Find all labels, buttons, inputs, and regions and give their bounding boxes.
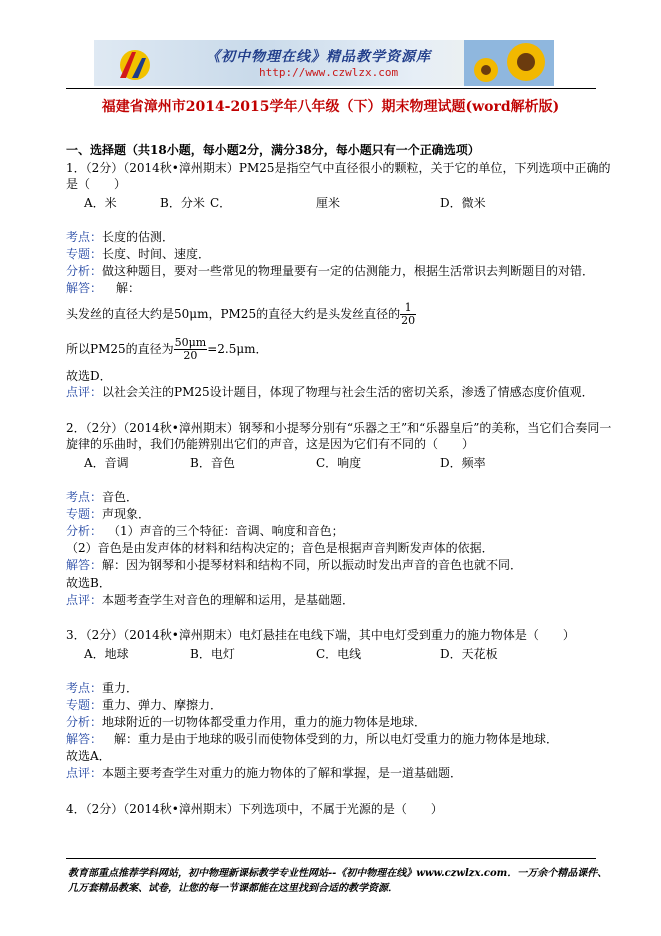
q1-option-b: B．分米 [160,196,205,210]
q1-dianping: 点评：以社会关注的PM25设计题目，体现了物理与社会生活的密切关系，渗透了情感态度价值观． [66,385,594,399]
q1-solution-line2: 所以PM25的直径为 $\frac{50\mu m}{20}$ =2.5μm． [66,336,268,362]
q1-option-a: A．米 [84,196,117,210]
q3-kaodian: 考点：重力． [66,681,139,695]
q2-answer: 故选B． [66,576,111,590]
q1-kaodian: 考点：长度的估测． [66,230,175,244]
q2-option-c: C．响度 [316,456,362,470]
q3-zhuanti: 专题：重力、弹力、摩擦力． [66,698,223,712]
q1-stem-line2: 是（ ） [66,177,127,191]
q2-fenxi-line2: （2）音色是由发声体的材料和结构决定的；音色是根据声音判断发声体的依据． [66,541,494,555]
q1-fenxi: 分析：做这种题目，要对一些常见的物理量要有一定的估测能力，根据生活常识去判断题目的对错． [66,264,595,278]
q4-stem-line1: 4．（2分）（2014秋•漳州期末）下列选项中，不属于光源的是（ ） [66,802,443,816]
q3-option-b: B．电灯 [190,647,235,661]
footer-line1: 教育部重点推荐学科网站，初中物理新课标教学专业性网站--《初中物理在线》www.czwlzx.com．一万余个精品课件、 [68,868,608,879]
q3-fenxi: 分析：地球附近的一切物体都受重力作用，重力的施力物体是地球． [66,715,427,729]
footer-line2: 几万套精品教案、试卷，让您的每一节课都能在这里找到合适的教学资源． [68,883,398,894]
q3-option-d: D．天花板 [440,647,498,661]
q2-zhuanti: 专题：声现象． [66,507,151,521]
q2-dianping: 点评：本题考查学生对音色的理解和运用，是基础题． [66,593,355,607]
q3-option-c: C．电线 [316,647,362,661]
footer-rule [66,858,596,859]
q2-option-b: B．音色 [190,456,235,470]
header-rule [66,88,596,89]
q2-stem-line1: 2．（2分）（2014秋•漳州期末）钢琴和小提琴分别有“乐器之王”和“乐器皇后”的美称，当它们合奏同一 [66,421,612,435]
header-banner [94,40,554,86]
q1-answer: 故选D． [66,369,112,383]
site-logo-icon [112,48,158,82]
q3-jieda: 解答： 解：重力是由于地球的吸引而使物体受到的力，所以电灯受重力的施力物体是地球． [66,732,559,746]
q2-jieda: 解答：解：因为钢琴和小提琴材料和结构不同，所以振动时发出声音的音色也就不同． [66,558,523,572]
q1-fraction-2: $\frac{50\mu m}{20}$ [174,336,207,362]
q1-jieda: 解答： 解： [66,281,141,295]
q1-option-c-text: 厘米 [316,196,341,210]
document-title: 福建省漳州市2014-2015学年八年级（下）期末物理试题(word解析版) [101,99,560,115]
q2-option-d: D．频率 [440,456,486,470]
q3-option-a: A．地球 [84,647,129,661]
q1-zhuanti: 专题：长度、时间、速度． [66,247,211,261]
q2-option-a: A．音调 [84,456,129,470]
q3-stem-line1: 3．（2分）（2014秋•漳州期末）电灯悬挂在电线下端，其中电灯受到重力的施力物体是（ ） [66,628,575,642]
q1-solution-line1: 头发丝的直径大约是50μm，PM25的直径大约是头发丝直径的 $\frac{1}{20}$ [66,301,416,327]
q3-answer: 故选A． [66,749,111,763]
q1-fraction-1: $\frac{1}{20}$ [401,301,416,327]
banner-title: 《初中物理在线》精品教学资源库 [206,49,431,65]
q2-stem-line2: 旋律的乐曲时，我们仍能辨别出它们的声音，这是因为它们有不同的（ ） [66,437,475,451]
q1-stem-line1: 1．（2分）（2014秋•漳州期末）PM25是指空气中直径很小的颗粒，关于它的单位，下列选项中正确的 [66,161,611,175]
q1-option-d: D．微米 [440,196,486,210]
q3-dianping: 点评：本题主要考查学生对重力的施力物体的了解和掌握，是一道基础题． [66,766,463,780]
q2-kaodian: 考点：音色． [66,490,139,504]
sunflower-icon [464,40,554,86]
q1-option-c: C． [210,196,232,210]
section-heading: 一、选择题（共18小题，每小题2分，满分38分，每小题只有一个正确选项） [66,143,480,157]
banner-url[interactable]: http://www.czwlzx.com [259,66,399,79]
q2-fenxi: 分析： （1）声音的三个特征：音调、响度和音色； [66,524,344,538]
